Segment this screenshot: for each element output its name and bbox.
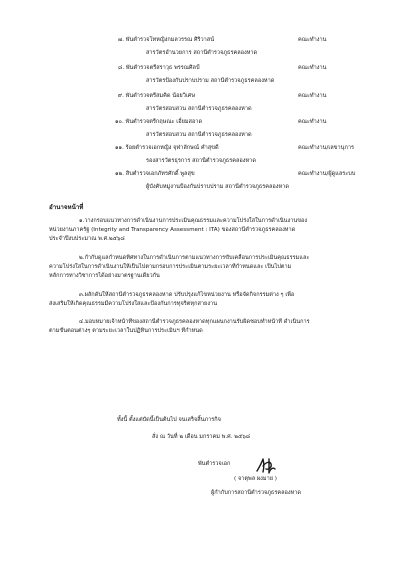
closing-date: สั่ง ณ วันที่ ๒ เดือน มกราคม พ.ศ. ๒๕๖๘: [152, 434, 251, 440]
duty-4: [49, 318, 367, 336]
duty-1-line-2: หน่วยงานภาครัฐ (Integrity and Transparency Assessment : ITA) ของสถานีตำรวจภูธรคลองหาด: [49, 227, 296, 234]
duty-2-line-1: ๒.กำกับดูแลกำหนดทิศทางในการดำเนินการตามแนวทางการขับเคลื่อนการประเมินคุณธรรมและ: [79, 255, 310, 261]
duty-3-line-2: ส่งเสริมให้เกิดคุณธรรมมีความโปร่งใสและป้องกันการทุจริตทุกสายงาน: [49, 301, 218, 308]
duty-3: [49, 291, 367, 309]
member-9-role: คณะทำงาน: [298, 93, 327, 99]
member-7-role: คณะทำงาน: [298, 37, 327, 43]
duty-2: [49, 254, 367, 282]
member-10-role: คณะทำงาน: [298, 119, 327, 125]
member-8-role: คณะทำงาน: [298, 65, 327, 71]
handwritten-signature: [252, 456, 278, 476]
member-8-unit: สารวัตรป้องกันปราบปราม สถานีตำรวจภูธรคลองหาด: [146, 78, 275, 84]
duties-heading: อำนาจหน้าที่: [49, 204, 84, 211]
member-12-role: คณะทำงาน/ผู้ดูแลระบบ: [298, 171, 356, 177]
signer-name: ( จาตุพล ผงมาย ): [234, 476, 277, 482]
member-7-unit: สารวัตรอำนวยการ สถานีตำรวจภูธรคลองหาด: [146, 50, 258, 56]
member-10-unit: สารวัตรสอบสวน สถานีตำรวจภูธรคลองหาด: [146, 132, 252, 138]
signer-rank: พันตำรวจเอก: [198, 461, 231, 467]
member-9-unit: สารวัตรสอบสวน สถานีตำรวจภูธรคลองหาด: [146, 106, 252, 112]
duty-2-line-3: หลักการทางวิชาการได้อย่างมาตรฐานเดียวกัน: [49, 273, 160, 280]
duty-3-line-1: ๓.ผลักดันให้สถานีตำรวจภูธรคลองหาด ปรับปรุงแก้ไขหน่วยงาน หรือจัดกิจกรรมต่าง ๆ เพื่อ: [79, 292, 295, 298]
duty-1-line-1: ๑.วางกรอบแนวทางการดำเนินงานการประเมินคุณธรรมและความโปร่งใสในการดำเนินงานของ: [79, 218, 308, 224]
duty-1-line-3: ประจำปีงบประมาณ พ.ศ.๒๕๖๘: [49, 236, 125, 243]
duty-1: [49, 217, 367, 245]
member-11-name: ๑๑. ร้อยตำรวจเอกหญิง จุฬาลักษณ์ คำสุขดี: [115, 145, 219, 151]
member-12-unit: ผู้บังคับหมู่งานป้องกันปราบปราม สถานีตำรวจภูธรคลองหาด: [146, 184, 289, 190]
member-11-unit: รองสารวัตรธุรการ สถานีตำรวจภูธรคลองหาด: [146, 158, 256, 164]
closing-effective: ทั้งนี้ ตั้งแต่บัดนี้เป็นต้นไป จนเสร็จสิ้นภารกิจ: [117, 417, 221, 423]
member-8-name: ๘. พันตำรวจตรีสราวุธ พรรณศิลป์: [118, 65, 200, 71]
member-12-name: ๑๒. สิบตำรวจเอกภัทรศักดิ์ พูลสุข: [115, 171, 195, 177]
duty-4-line-2: ตามขั้นตอนต่างๆ ตามระยะเวลาในปฏิทินการประเมินฯ ที่กำหนด: [49, 328, 203, 335]
duty-2-line-2: ความโปร่งใสในการดำเนินงานให้เป็นไปตามกรอบการประเมินตามระยะเวลาที่กำหนดและ เป็นไปตาม: [49, 264, 292, 271]
member-9-name: ๙. พันตำรวจตรีสมคิด น้อยวิเศษ: [118, 93, 196, 99]
member-11-role: คณะทำงาน/เลขานุการ: [298, 145, 355, 151]
member-10-name: ๑๐. พันตำรวจตรีกฤษณะ เอี่ยมสอาด: [115, 119, 203, 125]
duty-4-line-1: ๔.มอบหมายเจ้าหน้าที่ของสถานีตำรวจภูธรคลองหาดทุกแผนกงานรับผิดชอบทำหน้าที่ ดำเนินการ: [79, 319, 310, 325]
member-7-name: ๗. พันตำรวจโทหญิงกมลวรรณ ศิริวาสน์: [118, 37, 215, 43]
signer-position: ผู้กำกับการสถานีตำรวจภูธรคลองหาด: [211, 490, 302, 496]
